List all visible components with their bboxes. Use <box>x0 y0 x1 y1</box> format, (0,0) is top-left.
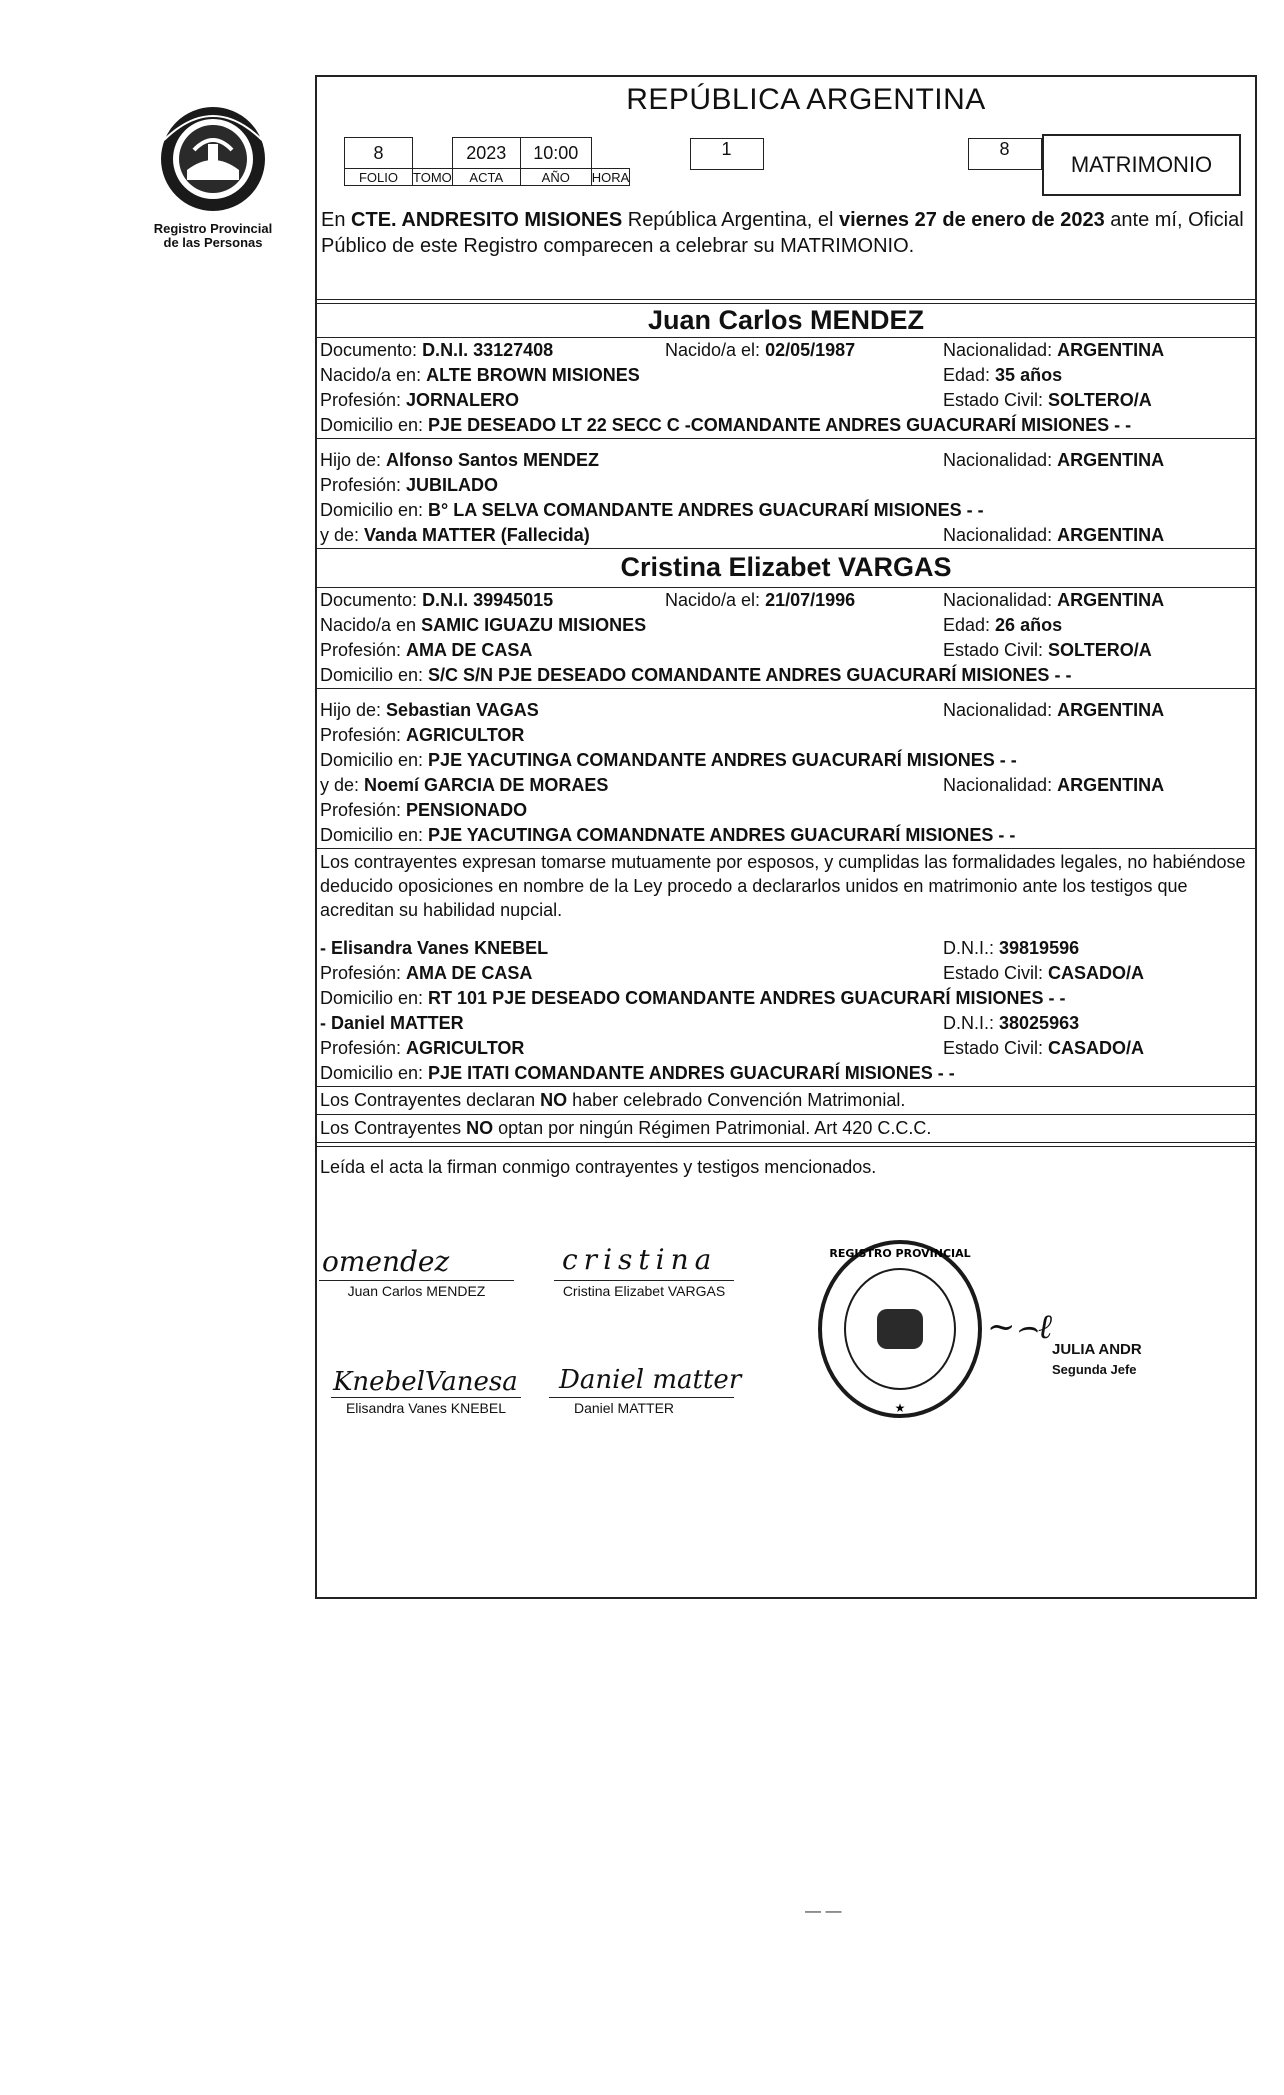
svg-text:REGISTRO PROVINCIAL: REGISTRO PROVINCIAL <box>829 1247 971 1260</box>
signature-line <box>319 1280 514 1281</box>
tomo-value: 1 <box>690 138 764 170</box>
signature-line <box>554 1280 734 1281</box>
groom-name: Juan Carlos MENDEZ <box>647 305 925 335</box>
anio-label: AÑO <box>520 169 591 186</box>
registry-logo <box>138 100 288 250</box>
groom-signature-label: Juan Carlos MENDEZ <box>347 1283 486 1299</box>
groom-birthplace-row: Nacido/a en: ALTE BROWN MISIONES Edad: 35 años <box>320 365 1063 385</box>
hora-value: 10:00 <box>520 138 591 169</box>
acta-label: ACTA <box>452 169 520 186</box>
groom-profession-row: Profesión: JORNALERO Estado Civil: SOLTERO/A <box>320 390 1152 410</box>
groom-father-row: Hijo de: Alfonso Santos MENDEZ Nacionalidad: ARGENTINA <box>320 450 1165 470</box>
marriage-certificate <box>315 75 1257 1599</box>
bride-mother-address-row: Domicilio en: PJE YACUTINGA COMANDNATE ANDRES GUACURARÍ MISIONES - - <box>320 825 1016 845</box>
bride-birthplace-row: Nacido/a en SAMIC IGUAZU MISIONES Edad: 26 años <box>320 615 1063 635</box>
witness1-row: - Elisandra Vanes KNEBEL D.N.I.: 39819596 <box>320 938 1080 958</box>
divider <box>317 299 1255 300</box>
groom-father-address-row: Domicilio en: B° LA SELVA COMANDANTE ANDRES GUACURARÍ MISIONES - - <box>320 500 984 520</box>
footer-mark: — — <box>805 1903 842 1920</box>
signature-line <box>331 1397 521 1398</box>
witness2-row: - Daniel MATTER D.N.I.: 38025963 <box>320 1013 1080 1033</box>
witness2-profession-row: Profesión: AGRICULTOR Estado Civil: CASADO/A <box>320 1038 1145 1058</box>
groom-mother-row: y de: Vanda MATTER (Fallecida) Nacionalidad: ARGENTINA <box>320 525 1165 545</box>
intro-date: viernes 27 de enero de 2023 <box>839 209 1105 231</box>
svg-text:★: ★ <box>894 1401 906 1415</box>
officer-signature: ~⌢ℓ <box>987 1307 1053 1347</box>
witness2-signature: Daniel matter <box>559 1365 742 1395</box>
divider <box>317 1142 1255 1143</box>
record-codes-table <box>344 137 1010 186</box>
document-title: REPÚBLICA ARGENTINA <box>626 83 986 116</box>
intro-paragraph: En CTE. ANDRESITO MISIONES República Argentina, el viernes 27 de enero de 2023 ante mí, Oficial Público de este Registro comparecen a celebrar su MATRIMONIO. <box>321 209 1244 257</box>
registry-caption-line2: de las Personas <box>163 235 263 250</box>
bride-father-address-row: Domicilio en: PJE YACUTINGA COMANDANTE ANDRES GUACURARÍ MISIONES - - <box>320 750 1017 770</box>
officer-stamp-name: JULIA ANDR <box>1052 1341 1142 1358</box>
bride-name: Cristina Elizabet VARGAS <box>620 552 952 582</box>
divider <box>317 848 1255 849</box>
official-seal-icon <box>815 1237 985 1422</box>
convention-row: Los Contrayentes declaran NO haber celebrado Convención Matrimonial. <box>320 1090 906 1110</box>
divider <box>317 337 1255 338</box>
bride-address-row: Domicilio en: S/C S/N PJE DESEADO COMANDANTE ANDRES GUACURARÍ MISIONES - - <box>320 665 1072 685</box>
divider <box>317 303 1255 304</box>
divider <box>317 548 1255 549</box>
declaration-paragraph: Los contrayentes expresan tomarse mutuamente por esposos, y cumplidas las formalidades legales, no habiéndose deducido oposiciones en nombre de la Ley procedo a declararlos unidos en matrimonio ante los testigos que acreditan su habilidad nupcial. <box>320 852 1246 920</box>
folio-value: 8 <box>345 138 413 169</box>
groom-id-row: Documento: D.N.I. 33127408 Nacido/a el: 02/05/1987 Nacionalidad: ARGENTINA <box>320 340 1165 360</box>
regime-row: Los Contrayentes NO optan por ningún Régimen Patrimonial. Art 420 C.C.C. <box>320 1118 932 1138</box>
divider <box>317 438 1255 439</box>
provincial-seal-icon <box>154 100 272 218</box>
witness1-signature-label: Elisandra Vanes KNEBEL <box>345 1400 507 1416</box>
witness2-signature-label: Daniel MATTER <box>573 1400 675 1416</box>
closing-text: Leída el acta la firman conmigo contrayentes y testigos mencionados. <box>320 1157 877 1177</box>
groom-father-profession-row: Profesión: JUBILADO <box>320 475 499 495</box>
bride-id-row: Documento: D.N.I. 39945015 Nacido/a el: 21/07/1996 Nacionalidad: ARGENTINA <box>320 590 1165 610</box>
act-type-box: MATRIMONIO <box>1042 134 1241 196</box>
hora-label: HORA <box>591 169 630 185</box>
bride-signature-label: Cristina Elizabet VARGAS <box>562 1283 726 1299</box>
acta-value: 8 <box>968 138 1042 170</box>
divider <box>317 688 1255 689</box>
bride-signature: cristina <box>562 1243 718 1276</box>
anio-value: 2023 <box>452 138 520 169</box>
signature-line <box>549 1397 734 1398</box>
bride-father-row: Hijo de: Sebastian VAGAS Nacionalidad: ARGENTINA <box>320 700 1165 720</box>
divider <box>317 1146 1255 1147</box>
witness1-signature: KnebelVanesa <box>333 1367 518 1397</box>
tomo-label: TOMO <box>413 169 452 185</box>
bride-mother-profession-row: Profesión: PENSIONADO <box>320 800 528 820</box>
bride-mother-row: y de: Noemí GARCIA DE MORAES Nacionalidad: ARGENTINA <box>320 775 1165 795</box>
bride-profession-row: Profesión: AMA DE CASA Estado Civil: SOLTERO/A <box>320 640 1152 660</box>
witness1-address-row: Domicilio en: RT 101 PJE DESEADO COMANDANTE ANDRES GUACURARÍ MISIONES - - <box>320 988 1066 1008</box>
witness1-profession-row: Profesión: AMA DE CASA Estado Civil: CASADO/A <box>320 963 1145 983</box>
bride-father-profession-row: Profesión: AGRICULTOR <box>320 725 525 745</box>
divider <box>317 1086 1255 1087</box>
groom-address-row: Domicilio en: PJE DESEADO LT 22 SECC C -COMANDANTE ANDRES GUACURARÍ MISIONES - - <box>320 415 1132 435</box>
divider <box>317 587 1255 588</box>
registry-caption <box>138 222 288 250</box>
groom-signature: omendez <box>322 1245 450 1278</box>
divider <box>317 1114 1255 1115</box>
registry-caption-line1: Registro Provincial <box>153 221 273 236</box>
witness2-address-row: Domicilio en: PJE ITATI COMANDANTE ANDRES GUACURARÍ MISIONES - - <box>320 1063 955 1083</box>
folio-label: FOLIO <box>345 169 413 186</box>
officer-stamp-title: Segunda Jefe <box>1052 1362 1137 1377</box>
intro-place: CTE. ANDRESITO MISIONES <box>351 209 623 231</box>
